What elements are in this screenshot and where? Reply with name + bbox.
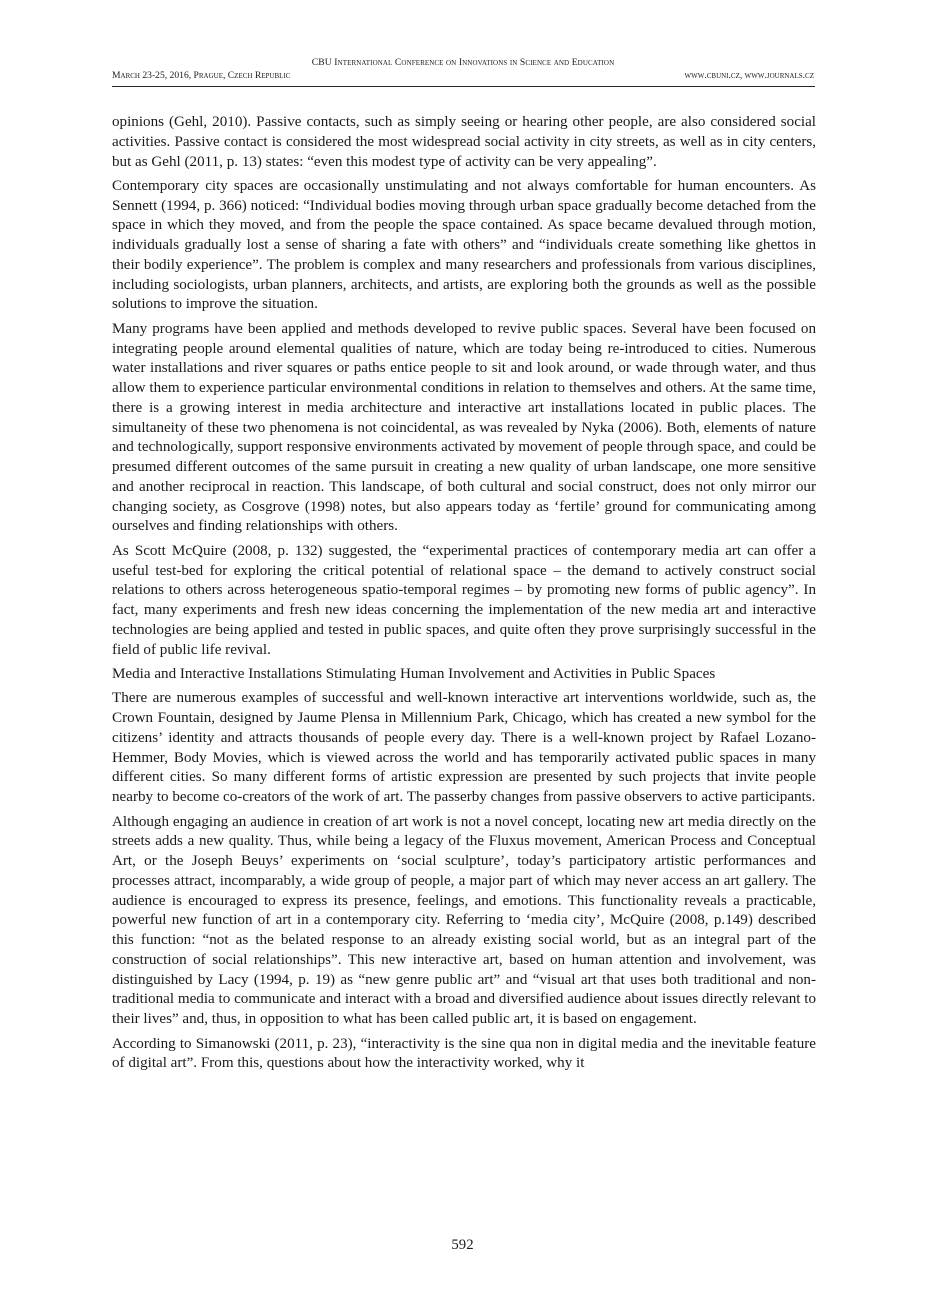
running-header: [112, 56, 814, 82]
paragraph: Although engaging an audience in creation of art work is not a novel concept, locating new art media directly on the streets adds a new quality. Thus, while being a legacy of the Fluxus movement, American Process and Conceptual Art, or the Joseph Beuys’ experiments on ‘social sculpture’, today’s participatory artistic performances and processes attract, incomparably, a wide group of people, a major part of which may never access an art gallery. The audience is encouraged to express its presence, feelings, and emotions. This functionality reveals a practicable, powerful new function of art in a contemporary city. Referring to ‘media city’, McQuire (2008, p.149) described this function: “not as the belated response to an already existing social world, but as an integral part of the construction of social relationships”. This new interactive art, based on human attention and involvement, was distinguished by Lacy (1994, p. 19) as “new genre public art” and “visual art that uses both traditional and non-traditional media to communicate and interact with a broad and diversified audience about issues directly relevant to their lives” and, thus, in opposition to what has been called public art, it is based on engagement.: [112, 813, 816, 1028]
header-rule: [112, 86, 815, 87]
conference-title: CBU International Conference on Innovations in Science and Education: [311, 57, 615, 68]
conference-date-place: March 23-25, 2016, Prague, Czech Republic: [112, 70, 291, 81]
header-row: [112, 69, 814, 82]
conference-websites: www.cbuni.cz, www.journals.cz: [684, 70, 814, 81]
page-number: 592: [451, 1237, 474, 1253]
paragraph: According to Simanowski (2011, p. 23), “interactivity is the sine qua non in digital media and the inevitable feature of digital art”. From this, questions about how the interactivity worked, why it: [112, 1035, 816, 1072]
section-subheading: Media and Interactive Installations Stimulating Human Involvement and Activities in Public Spaces: [112, 666, 716, 682]
paragraph: opinions (Gehl, 2010). Passive contacts, such as simply seeing or hearing other people, are also considered social activities. Passive contact is considered the most widespread social activity in city streets, as well as in city centers, but as Gehl (2011, p. 13) states: “even this modest type of activity can be very appealing”.: [112, 114, 816, 170]
paragraph: Many programs have been applied and methods developed to revive public spaces. Several have been focused on integrating people around elemental qualities of nature, which are today being re-introduced to cities. Numerous water installations and river squares or paths entice people to sit and look around, or wade through water, and thus allow them to experience particular environmental conditions in relation to themselves and others. At the same time, there is a growing interest in media architecture and interactive art installations located in public places. The simultaneity of these two phenomena is not coincidental, as was revealed by Nyka (2006). Both, elements of nature and technologically, support responsive environments activated by movement of people through space, and could be presumed different outcomes of the same pursuit in creating a new quality of urban landscape, one more sensitive and another reciprocal in reaction. This landscape, of both cultural and social construct, does not only mirror our changing society, as Cosgrove (1998) notes, but also appears today as ‘fertile’ ground for communicating among ourselves and finding relationships with others.: [112, 320, 816, 535]
paragraph: There are numerous examples of successful and well-known interactive art interventions worldwide, such as, the Crown Fountain, designed by Jaume Plensa in Millennium Park, Chicago, which has created a new symbol for the citizens’ identity and attracts thousands of people every day. There is a well-known project by Rafael Lozano-Hemmer, Body Movies, which is viewed across the world and has temporarily activated public spaces in many different cities. So many different forms of artistic expression are presented by such projects that invite people nearby to become co-creators of the work of art. The passerby changes from passive observers to active participants.: [112, 690, 816, 806]
paragraph: As Scott McQuire (2008, p. 132) suggested, the “experimental practices of contemporary media art can offer a useful test-bed for exploring the critical potential of relational space – the demand to actively construct social relations to others across heterogeneous spatio-temporal regimes – by promoting new forms of public agency”. In fact, many experiments and fresh new ideas concerning the implementation of the new media art and interactive technologies are being applied and tested in public spaces, and quite often they prove surprisingly successful in the field of public life revival.: [112, 542, 816, 658]
paragraph: Contemporary city spaces are occasionally unstimulating and not always comfortable for human encounters. As Sennett (1994, p. 366) noticed: “Individual bodies moving through urban space gradually become detached from the space in which they moved, and from the people the space contained. As space became devalued through motion, individuals gradually lost a sense of sharing a fate with others” and “individuals create something like ghettos in their bodily experience”. The problem is complex and many researchers and professionals from various disciplines, including sociologists, urban planners, architects, and artists, are exploring both the grounds as well as the possible solutions to improve the situation.: [112, 177, 816, 313]
body-text: [112, 113, 816, 1079]
